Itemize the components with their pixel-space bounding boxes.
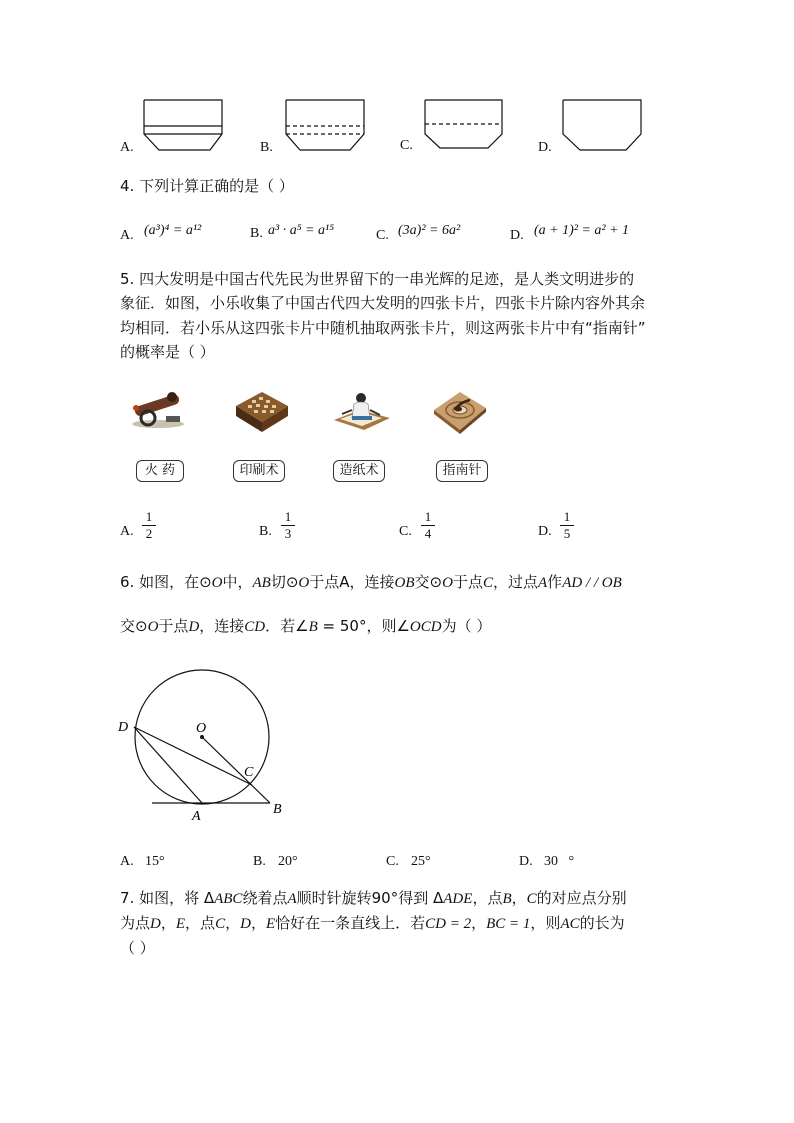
q7-line-2	[120, 912, 625, 935]
q5-option-d-denominator: 5	[563, 526, 571, 541]
q6-option-d-value: 30 °	[544, 854, 575, 869]
q6-math: AB	[252, 575, 271, 591]
q7-math: A	[287, 891, 297, 907]
q3-figure-d	[563, 100, 641, 150]
q6-text: = 50°，则∠	[317, 617, 410, 635]
q7-text: ，则	[530, 914, 561, 932]
q5-line-4: 的概率是（ ）	[120, 343, 215, 361]
q5-option-d-numerator: 1	[563, 509, 571, 524]
q5-option-a-label: A.	[120, 524, 134, 539]
q6-math: O	[211, 575, 223, 591]
q4-option-c-expr: (3a)² = 6a²	[398, 223, 461, 238]
q7-math: CD = 2	[425, 916, 472, 932]
q7-text: ，	[225, 914, 241, 932]
q7-text: 顺时针旋转90°得到 Δ	[296, 889, 444, 907]
q6-text: 交⊙	[120, 617, 148, 635]
q6-text: 为（ ）	[441, 617, 492, 635]
q7-text: ，点	[185, 914, 216, 932]
q5-option-a-denominator: 2	[145, 526, 153, 541]
q4-option-a-label: A.	[120, 228, 134, 243]
q3-option-a: A.	[120, 140, 134, 155]
q6-math: C	[482, 575, 493, 591]
q6-line-2	[120, 615, 491, 638]
q3-figure-c	[425, 100, 502, 148]
q5-option-b-denominator: 3	[284, 526, 292, 541]
printing-block-icon	[232, 388, 290, 436]
q6-text: 切⊙	[270, 573, 299, 591]
q5-line-1: 5. 四大发明是中国古代先民为世界留下的一串光辉的足迹，是人类文明进步的	[120, 270, 635, 288]
q6-option-c-value: 25°	[411, 854, 431, 869]
q4-option-d-label: D.	[510, 228, 524, 243]
q6-text: ．若∠	[265, 617, 309, 635]
q5-option-a-numerator: 1	[145, 509, 153, 524]
label-d: D	[118, 720, 129, 735]
q6-option-d-label: D.	[519, 854, 533, 869]
q7-math: ADE	[443, 891, 473, 907]
q7-text: 恰好在一条直线上．若	[275, 914, 426, 932]
q7-line-1	[120, 887, 627, 910]
q6-math: O	[442, 575, 453, 591]
q4-option-a-expr: (a³)⁴ = a¹²	[144, 223, 202, 238]
q7-math: D	[150, 916, 161, 932]
q5-option-b-label: B.	[259, 524, 272, 539]
q7-text: ，点	[472, 889, 503, 907]
q5-option-c-fraction	[421, 510, 435, 541]
q4-option-c-label: C.	[376, 228, 389, 243]
q4-stem: 4. 下列计算正确的是（ ）	[120, 177, 294, 195]
cannon-icon	[128, 386, 188, 432]
q6-option-b-value: 20°	[278, 854, 298, 869]
q5-option-d-fraction	[560, 510, 574, 541]
q7-math: E	[175, 916, 186, 932]
q6-math: D	[188, 619, 200, 635]
q6-math: O	[147, 619, 159, 635]
q4-option-d-expr: (a + 1)² = a² + 1	[534, 223, 630, 238]
q3-figure-a	[144, 100, 222, 150]
q6-math: AD / / OB	[562, 575, 622, 591]
card-printing: 印刷术	[233, 460, 285, 482]
q7-math: C	[215, 916, 226, 932]
q6-math: OCD	[409, 619, 442, 635]
q7-math: ABC	[214, 891, 243, 907]
card-gunpowder: 火 药	[136, 460, 184, 482]
q6-text: 交⊙	[414, 573, 443, 591]
q7-math: C	[526, 891, 537, 907]
q6-line-1	[120, 571, 622, 594]
q7-text: ，	[511, 889, 527, 907]
q6-circle-figure	[110, 660, 310, 830]
q4-option-b-expr: a³ · a⁵ = a¹⁵	[268, 223, 335, 238]
q6-math: B	[308, 619, 318, 635]
q7-text: 的对应点分别	[536, 889, 627, 907]
q5-option-c-label: C.	[399, 524, 412, 539]
papermaking-icon	[330, 388, 394, 434]
q5-option-b-fraction	[281, 510, 295, 541]
q4-option-b-label: B.	[250, 226, 263, 241]
q5-option-c-numerator: 1	[424, 509, 432, 524]
q5-line-3: 均相同．若小乐从这四张卡片中随机抽取两张卡片，则这两张卡片中有“指南针”	[120, 319, 646, 337]
q6-option-a-label: A.	[120, 854, 134, 869]
q5-option-c-denominator: 4	[424, 526, 432, 541]
q7-math: BC = 1	[486, 916, 531, 932]
q6-text: ，过点	[492, 573, 538, 591]
q7-math: E	[265, 916, 276, 932]
q7-text: ，	[160, 914, 176, 932]
segment-ad	[134, 727, 202, 803]
label-c: C	[244, 765, 254, 780]
card-compass: 指南针	[436, 460, 488, 482]
q7-text: 的长为	[579, 914, 625, 932]
q6-text: 于点	[158, 617, 189, 635]
q6-math: CD	[244, 619, 266, 635]
q5-option-d-label: D.	[538, 524, 552, 539]
q6-text: 于点A，连接	[309, 573, 395, 591]
q7-text: 为点	[120, 914, 151, 932]
q6-text: 6. 如图，在⊙	[120, 573, 212, 591]
q7-text: 绕着点	[242, 889, 288, 907]
q7-text: ，	[250, 914, 266, 932]
label-o: O	[196, 721, 207, 736]
q3-option-b: B.	[260, 140, 273, 155]
q3-option-c: C.	[400, 138, 413, 153]
label-b: B	[273, 802, 282, 817]
segment-cd	[134, 727, 252, 785]
q6-text: ，连接	[199, 617, 245, 635]
card-papermaking: 造纸术	[333, 460, 385, 482]
q5-option-b-numerator: 1	[284, 509, 292, 524]
q6-math: OB	[394, 575, 415, 591]
q7-math: D	[240, 916, 251, 932]
q6-text: 中，	[222, 573, 253, 591]
q5-line-2: 象征．如图，小乐收集了中国古代四大发明的四张卡片，四张卡片除内容外其余	[120, 294, 646, 312]
q6-option-c-label: C.	[386, 854, 399, 869]
q6-option-a-value: 15°	[145, 854, 165, 869]
label-a: A	[192, 809, 201, 824]
q7-math: AC	[560, 916, 580, 932]
q6-math: A	[538, 575, 548, 591]
q6-math: O	[298, 575, 310, 591]
q3-figure-b	[286, 100, 364, 150]
q7-text: 7. 如图，将 Δ	[120, 889, 215, 907]
q7-text: ，	[471, 914, 487, 932]
q6-option-b-label: B.	[253, 854, 266, 869]
q7-line-3: （ ）	[120, 939, 155, 957]
q3-option-d: D.	[538, 140, 552, 155]
q7-math: B	[502, 891, 512, 907]
q6-text: 作	[547, 573, 563, 591]
compass-icon	[430, 386, 488, 438]
q5-option-a-fraction	[142, 510, 156, 541]
q6-text: 于点	[452, 573, 483, 591]
